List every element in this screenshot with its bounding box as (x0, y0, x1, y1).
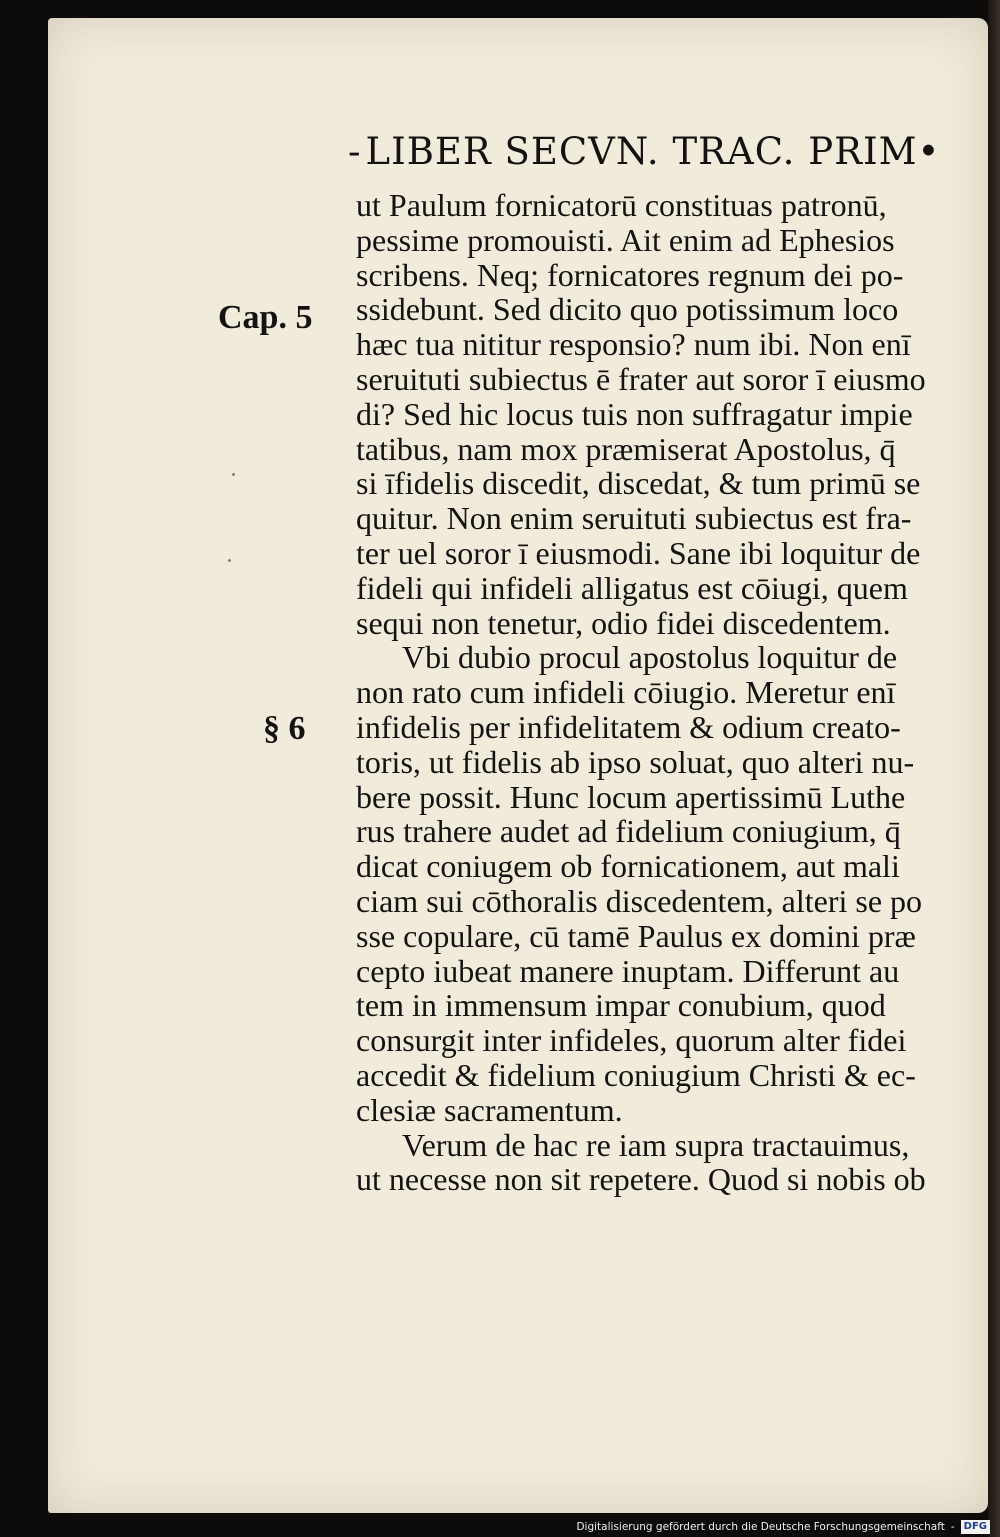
text-line: si īfidelis discedit, discedat, & tum primū se (356, 465, 921, 502)
running-head-text: LIBER SECVN. TRAC. PRIM (365, 130, 918, 173)
footer-separator: - (950, 1521, 955, 1533)
book-edge (988, 0, 1000, 1537)
text-line: pessime promouisti. Ait enim ad Ephesios (356, 221, 895, 258)
text-line: clesiæ sacramentum. (356, 1091, 623, 1128)
running-head-dot: • (917, 130, 941, 173)
text-line: ut Paulum fornicatorū constituas patronū, (356, 187, 887, 223)
text-line: sse copulare, cū tamē Paulus ex domini præ (356, 917, 916, 954)
text-line: ciam sui cōthoralis discedentem, alteri se po (356, 882, 923, 919)
paper-speck (232, 473, 235, 476)
text-line: fideli qui infideli alligatus est cōiugi, quem (356, 569, 908, 606)
text-line: quitur. Non enim seruituti subiectus est fra- (356, 500, 912, 537)
text-line: accedit & fidelium coniugium Christi & ec- (356, 1056, 916, 1093)
text-line: cepto iubeat manere inuptam. Differunt au (356, 952, 900, 989)
text-line: ter uel soror ī eiusmodi. Sane ibi loquitur de (356, 534, 921, 571)
text-line: tem in immensum impar conubium, quod (356, 987, 886, 1024)
dfg-logo-icon: DFG (961, 1520, 990, 1534)
body-text (356, 188, 988, 1197)
text-line: consurgit inter infideles, quorum alter fidei (356, 1022, 907, 1059)
digitization-footer (576, 1517, 990, 1537)
text-line: rus trahere audet ad fidelium coniugium, q̄ (356, 813, 901, 850)
text-line: non rato cum infideli cōiugio. Meretur enī (356, 674, 896, 711)
margin-note-chapter: Cap. 5 (218, 299, 313, 336)
text-line: di? Sed hic locus tuis non suffragatur impie (356, 395, 913, 432)
text-line: ssidebunt. Sed dicito quo potissimum loco (356, 291, 899, 328)
text-line: seruituti subiectus ē frater aut soror ī eiusmo (356, 360, 926, 397)
text-line: dicat coniugem ob fornicationem, aut mali (356, 848, 900, 885)
paper-speck (228, 559, 231, 562)
text-line: bere possit. Hunc locum apertissimū Luthe (356, 778, 906, 815)
text-line: sequi non tenetur, odio fidei discedentem. (356, 604, 891, 641)
text-line: infidelis per infidelitatem & odium creato- (356, 708, 901, 745)
text-line: toris, ut fidelis ab ipso soluat, quo alteri nu- (356, 743, 915, 780)
text-line: hæc tua nititur responsio? num ibi. Non enī (356, 326, 911, 363)
footer-credit-text: Digitalisierung gefördert durch die Deutsche Forschungsgemeinschaft (576, 1521, 945, 1533)
text-line: ut necesse non sit repetere. Quod si nobis ob (356, 1161, 926, 1198)
text-line: scribens. Neq; fornicatores regnum dei po- (356, 256, 904, 293)
text-line: tatibus, nam mox præmiserat Apostolus, q̄ (356, 430, 896, 467)
paragraph-start-line: Verum de hac re iam supra tractauimus, (402, 1126, 910, 1163)
paragraph-start-line: Vbi dubio procul apostolus loquitur de (402, 639, 898, 676)
running-head: - LIBER SECVN. TRAC. PRIM• (348, 130, 941, 173)
margin-note-section: § 6 (263, 710, 306, 747)
book-page (48, 18, 988, 1513)
